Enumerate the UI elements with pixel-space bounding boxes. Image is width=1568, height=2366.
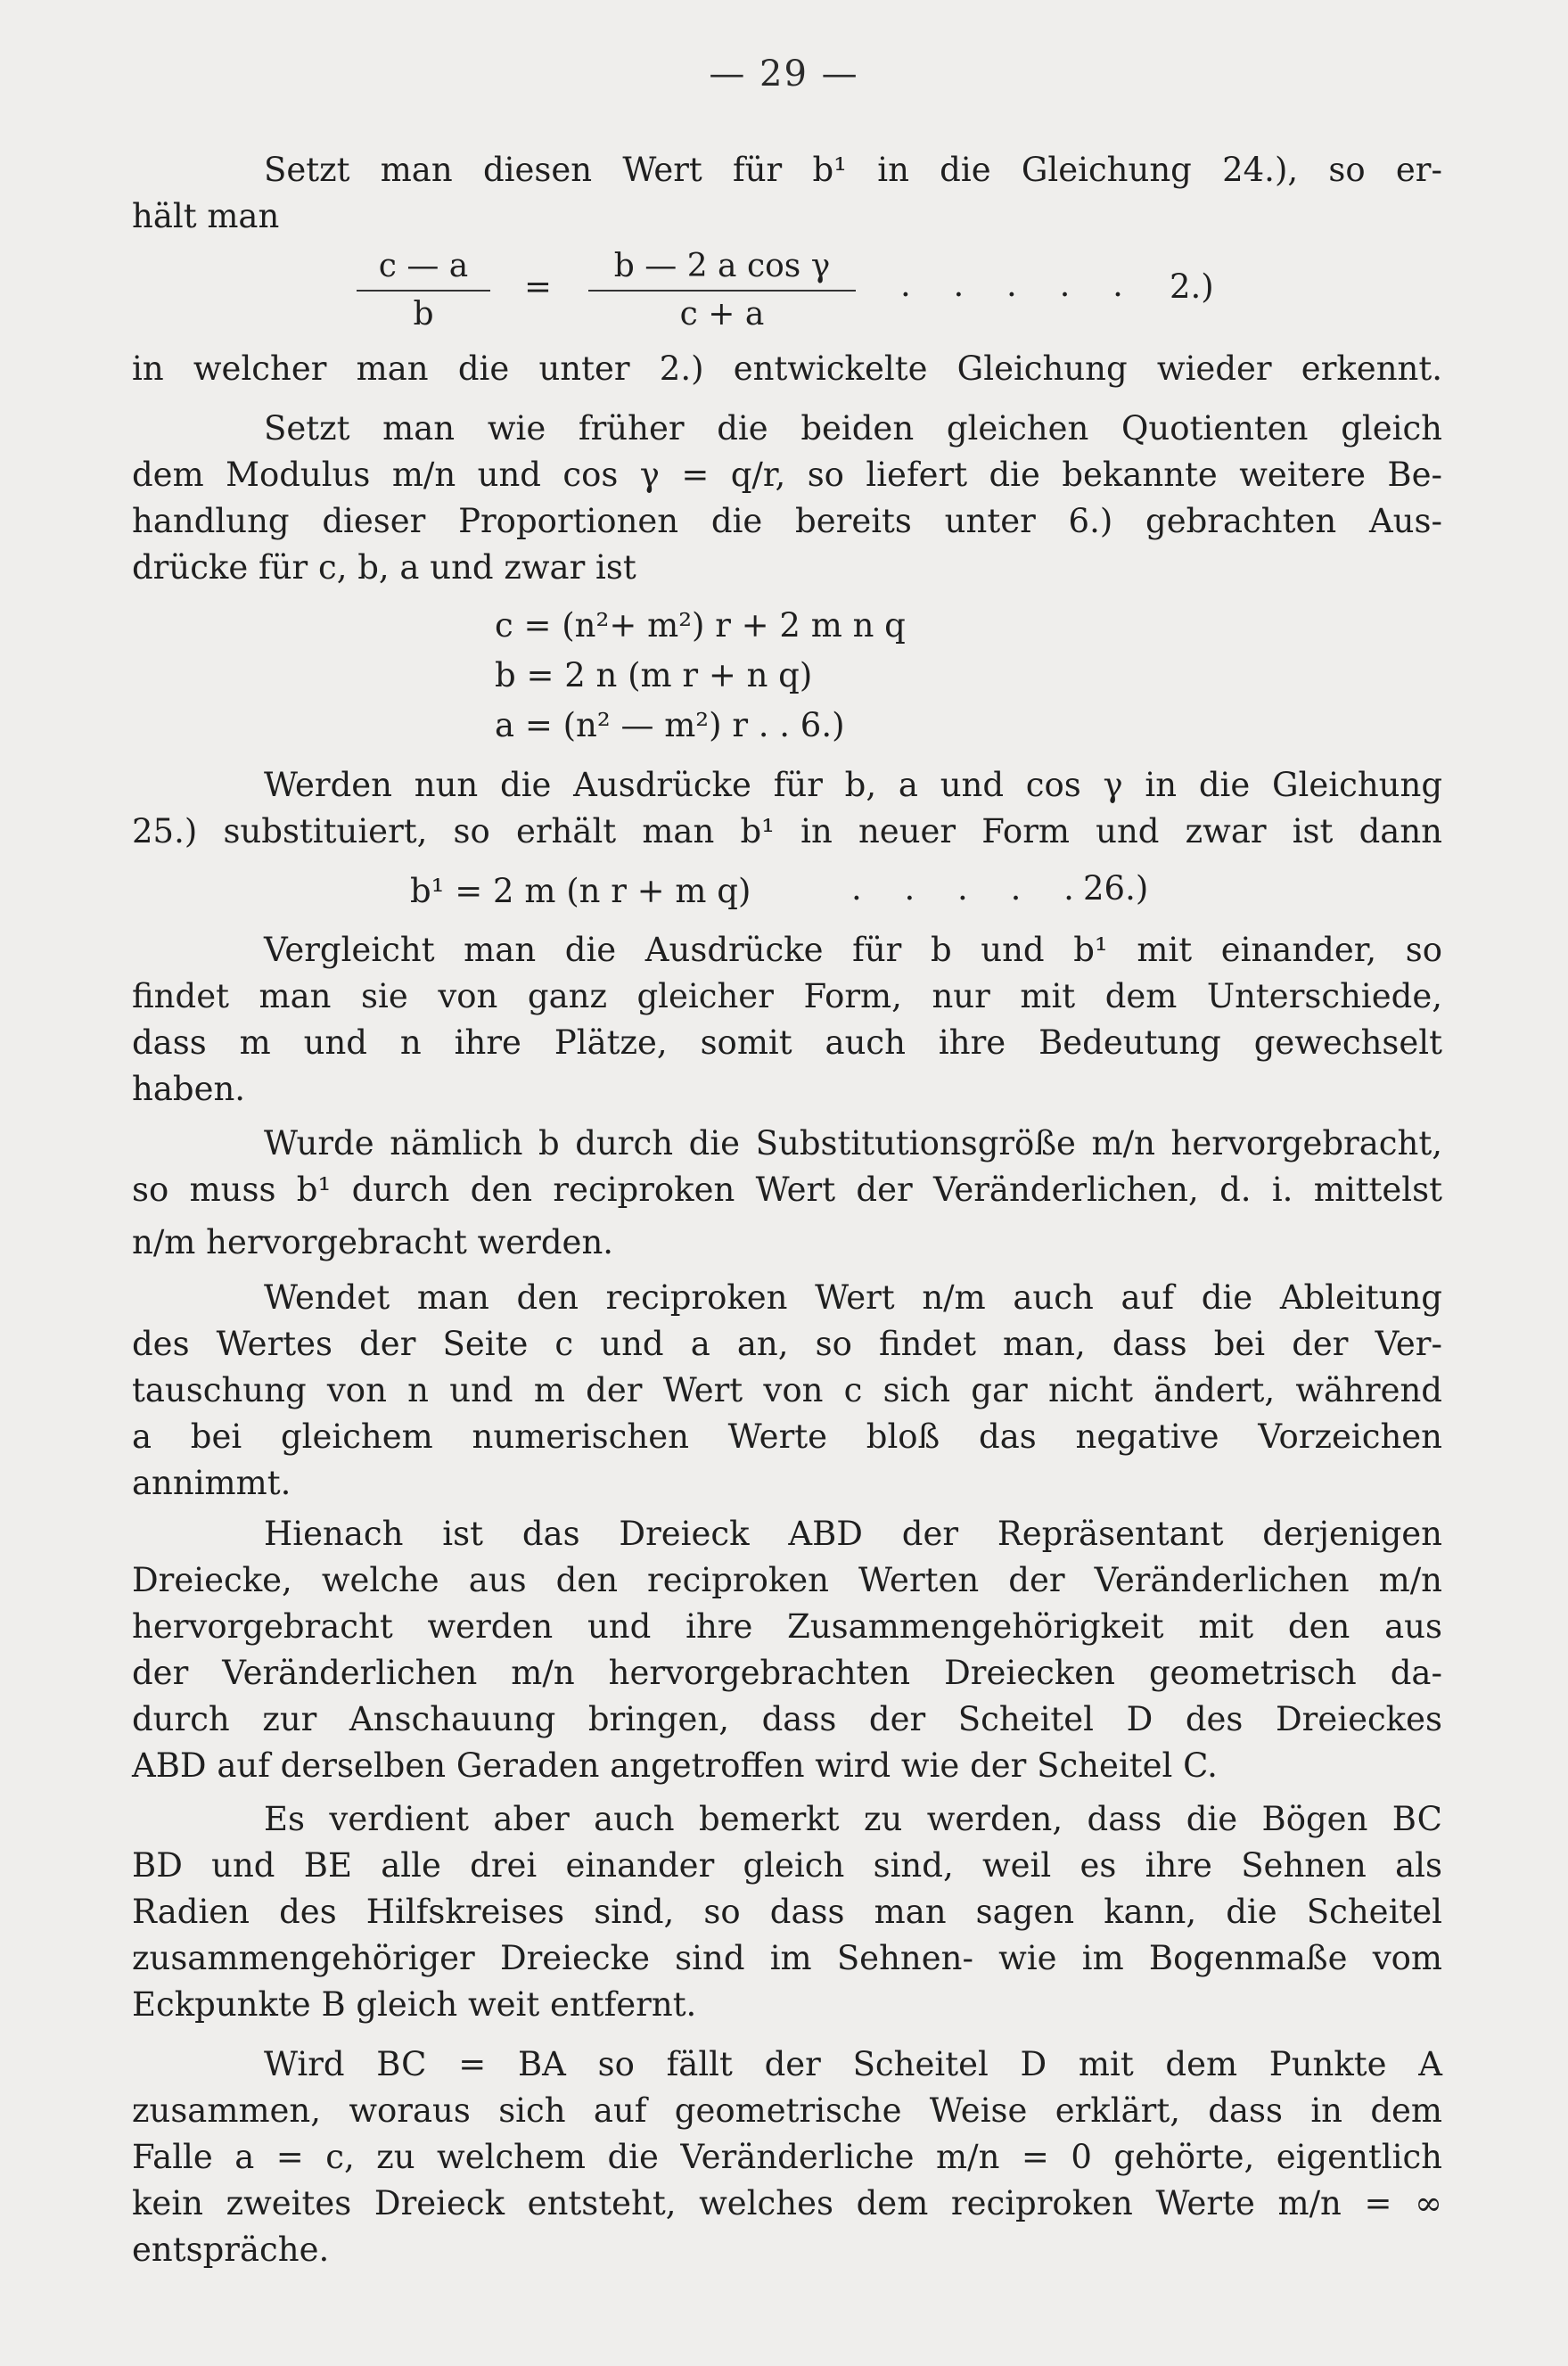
formula-2-rhs-denominator: c + a bbox=[679, 296, 765, 333]
para10-line5: entspräche. bbox=[132, 2230, 330, 2269]
para8-line1: Hienach ist das Dreieck ABD der Repräsentant derjenigen bbox=[264, 1515, 1442, 1553]
para7-line5: annimmt. bbox=[132, 1464, 291, 1502]
para5-line1: Vergleicht man die Ausdrücke für b und b¹ mit einander, so bbox=[264, 931, 1442, 969]
para5-line3: dass m und n ihre Plätze, somit auch ihre Bedeutung gewechselt bbox=[132, 1023, 1442, 1062]
para9-line3: Radien des Hilfskreises sind, so dass man sagen kann, die Scheitel bbox=[132, 1893, 1442, 1931]
para6-line3: n/m hervorgebracht werden. bbox=[132, 1223, 614, 1261]
para10-line1: Wird BC = BA so fällt der Scheitel D mit dem Punkte A bbox=[264, 2045, 1442, 2083]
formula-2-rhs-numerator: b — 2 a cos γ bbox=[613, 248, 831, 284]
para8-line4: der Veränderlichen m/n hervorgebrachten Dreiecken geometrisch da- bbox=[132, 1654, 1442, 1692]
para6-line2: so muss b¹ durch den reciproken Wert der Veränderlichen, d. i. mittelst bbox=[132, 1171, 1442, 1209]
para8-line5: durch zur Anschauung bringen, dass der Scheitel D des Dreieckes bbox=[132, 1700, 1442, 1738]
para9-line5: Eckpunkte B gleich weit entfernt. bbox=[132, 1985, 697, 2024]
formula-6-a: a = (n² — m²) r . . 6.) bbox=[495, 706, 845, 744]
para1-line2: hält man bbox=[132, 197, 280, 235]
leader-dots: . . . . . bbox=[900, 266, 1139, 304]
para7-line4: a bei gleichem numerischen Werte bloß das negative Vorzeichen bbox=[132, 1417, 1442, 1456]
para10-line2: zusammen, woraus sich auf geometrische Weise erklärt, dass in dem bbox=[132, 2091, 1442, 2130]
para2-line1: in welcher man die unter 2.) entwickelte Gleichung wieder erkennt. bbox=[132, 349, 1442, 388]
para4-line1: Werden nun die Ausdrücke für b, a und cos γ in die Gleichung bbox=[264, 766, 1442, 804]
para8-line6: ABD auf derselben Geraden angetroffen wird wie der Scheitel C. bbox=[132, 1746, 1218, 1785]
para10-line4: kein zweites Dreieck entsteht, welches dem reciproken Werte m/n = ∞ bbox=[132, 2184, 1442, 2222]
para1-line1: Setzt man diesen Wert für b¹ in die Gleichung 24.), so er- bbox=[264, 151, 1442, 189]
para3-line3: handlung dieser Proportionen die bereits unter 6.) gebrachten Aus- bbox=[132, 502, 1442, 540]
para9-line2: BD und BE alle drei einander gleich sind, weil es ihre Sehnen als bbox=[132, 1846, 1442, 1885]
para5-line4: haben. bbox=[132, 1070, 246, 1108]
para8-line3: hervorgebracht werden und ihre Zusammengehörigkeit mit den aus bbox=[132, 1607, 1442, 1646]
formula-6-b: b = 2 n (m r + n q) bbox=[495, 656, 813, 694]
para7-line3: tauschung von n und m der Wert von c sich gar nicht ändert, während bbox=[132, 1371, 1442, 1409]
leader-dots: . . . . . bbox=[851, 869, 1090, 908]
para5-line2: findet man sie von ganz gleicher Form, nur mit dem Unterschiede, bbox=[132, 977, 1442, 1015]
para7-line1: Wendet man den reciproken Wert n/m auch auf die Ableitung bbox=[264, 1278, 1442, 1317]
para6-line1: Wurde nämlich b durch die Substitutionsgröße m/n hervorgebracht, bbox=[264, 1124, 1442, 1162]
formula-26: b¹ = 2 m (n r + m q) bbox=[410, 872, 751, 910]
para3-line2: dem Modulus m/n und cos γ = q/r, so liefert die bekannte weitere Be- bbox=[132, 456, 1442, 494]
fraction-bar bbox=[357, 290, 490, 292]
para9-line4: zusammengehöriger Dreiecke sind im Sehnen- wie im Bogenmaße vom bbox=[132, 1939, 1442, 1977]
para10-line3: Falle a = c, zu welchem die Veränderliche m/n = 0 gehörte, eigentlich bbox=[132, 2138, 1442, 2176]
equation-number: 2.) bbox=[1170, 267, 1214, 306]
page-number: — 29 — bbox=[709, 53, 859, 94]
para8-line2: Dreiecke, welche aus den reciproken Werten der Veränderlichen m/n bbox=[132, 1561, 1442, 1599]
para4-line2: 25.) substituiert, so erhält man b¹ in neuer Form und zwar ist dann bbox=[132, 812, 1442, 850]
formula-2-lhs-numerator: c — a bbox=[378, 248, 469, 284]
formula-6-c: c = (n²+ m²) r + 2 m n q bbox=[495, 606, 906, 645]
formula-2-lhs-denominator: b bbox=[413, 296, 434, 333]
para9-line1: Es verdient aber auch bemerkt zu werden, dass die Bögen BC bbox=[264, 1800, 1442, 1838]
fraction-bar bbox=[588, 290, 856, 292]
equals-sign: = bbox=[524, 267, 553, 306]
para3-line1: Setzt man wie früher die beiden gleichen Quotienten gleich bbox=[264, 409, 1442, 448]
equation-number: 26.) bbox=[1083, 869, 1149, 908]
para3-line4: drücke für c, b, a und zwar ist bbox=[132, 548, 636, 587]
para7-line2: des Wertes der Seite c und a an, so findet man, dass bei der Ver- bbox=[132, 1325, 1442, 1363]
